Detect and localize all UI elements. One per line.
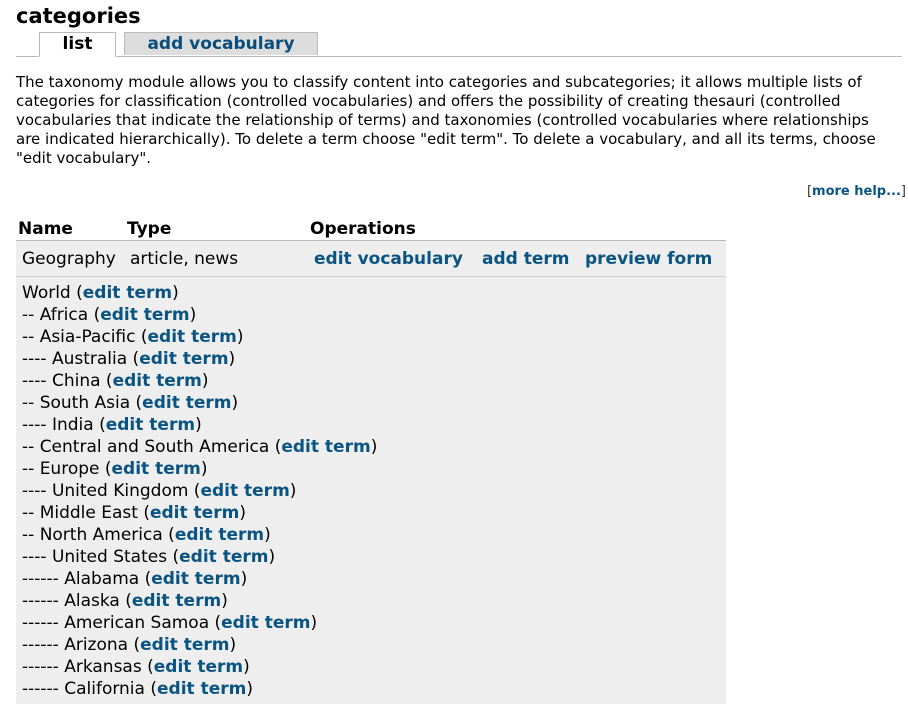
term-name: South Asia — [39, 393, 131, 413]
paren-close: ) — [264, 525, 271, 545]
paren-open: ( — [119, 591, 132, 611]
term-row — [22, 546, 275, 568]
term-row — [22, 568, 247, 590]
paren-close: ) — [195, 415, 202, 435]
table-header — [16, 218, 726, 241]
paren-close: ) — [189, 305, 197, 325]
paren-close: ) — [246, 679, 253, 699]
term-row — [22, 612, 317, 634]
term-row — [22, 678, 253, 700]
edit-term-link[interactable]: edit term — [82, 283, 173, 303]
edit-term-link[interactable]: edit term — [112, 371, 202, 391]
paren-open: ( — [88, 305, 101, 325]
paren-close: ) — [268, 547, 276, 567]
header-operations: Operations — [310, 219, 416, 239]
paren-close: ) — [221, 591, 228, 611]
term-depth-prefix: ------ — [22, 613, 65, 633]
terms-list — [16, 277, 726, 704]
bracket-close: ] — [900, 184, 906, 199]
term-row — [22, 304, 196, 326]
vocabulary-name: Geography — [22, 249, 116, 269]
term-depth-prefix: ------ — [22, 591, 65, 611]
paren-open: ( — [127, 349, 140, 369]
edit-term-link[interactable]: edit term — [139, 349, 229, 369]
term-depth-prefix: -- — [22, 327, 40, 347]
term-row — [22, 414, 202, 436]
edit-term-link[interactable]: edit term — [140, 635, 230, 655]
paren-close: ) — [200, 459, 208, 479]
term-name: Asia-Pacific — [39, 327, 136, 347]
intro-text: The taxonomy module allows you to classify content into categories and subcategories; it allows multiple lists of categories for classification (controlled vocabularies) and offers the possibility of creating thesauri (controlled vocabularies that indicate the relationship of terms) and taxonomies (controlled vocabularies where relationships are indicated hierarchically). To delete a term choose "edit term". To delete a vocabulary, and all its terms, choose "edit vocabulary". — [16, 73, 876, 167]
tab-bar — [16, 32, 902, 57]
term-depth-prefix: -- — [22, 525, 40, 545]
paren-close: ) — [236, 327, 244, 347]
paren-open: ( — [128, 635, 141, 655]
term-row — [22, 656, 250, 678]
term-name: California — [64, 679, 145, 699]
paren-open: ( — [99, 459, 112, 479]
edit-term-link[interactable]: edit term — [153, 657, 244, 677]
term-name: Alaska — [64, 591, 120, 611]
term-name: Europe — [39, 459, 100, 479]
add-term-link[interactable]: add term — [482, 249, 570, 269]
term-row — [22, 524, 271, 546]
paren-open: ( — [209, 613, 222, 633]
edit-term-link[interactable]: edit term — [147, 327, 237, 347]
vocabulary-row — [16, 241, 726, 277]
term-depth-prefix: ---- — [22, 547, 52, 567]
edit-term-link[interactable]: edit term — [174, 525, 265, 545]
term-row — [22, 392, 238, 414]
edit-term-link[interactable]: edit term — [100, 305, 190, 325]
term-depth-prefix: -- — [22, 459, 40, 479]
term-name: United States — [51, 547, 168, 567]
term-depth-prefix: -- — [22, 393, 40, 413]
paren-close: ) — [243, 657, 250, 677]
term-name: Arizona — [64, 635, 129, 655]
edit-term-link[interactable]: edit term — [142, 393, 232, 413]
term-name: China — [51, 371, 101, 391]
paren-close: ) — [310, 613, 318, 633]
edit-term-link[interactable]: edit term — [149, 503, 240, 523]
term-depth-prefix: ------ — [22, 635, 65, 655]
edit-term-link[interactable]: edit term — [179, 547, 269, 567]
paren-open: ( — [100, 371, 113, 391]
header-type: Type — [127, 219, 172, 239]
page-title: categories — [16, 4, 141, 28]
term-name: Africa — [39, 305, 89, 325]
paren-open: ( — [269, 437, 282, 457]
paren-open: ( — [167, 547, 180, 567]
term-name: World — [22, 283, 71, 303]
term-depth-prefix: ---- — [22, 481, 52, 501]
paren-close: ) — [172, 283, 179, 303]
paren-close: ) — [229, 635, 237, 655]
tab-list[interactable]: list — [39, 32, 116, 57]
paren-open: ( — [144, 679, 157, 699]
term-row — [22, 502, 246, 524]
edit-term-link[interactable]: edit term — [131, 591, 222, 611]
paren-open: ( — [137, 503, 150, 523]
paren-open: ( — [162, 525, 175, 545]
more-help-link[interactable]: more help... — [812, 184, 901, 199]
edit-term-link[interactable]: edit term — [111, 459, 201, 479]
term-row — [22, 436, 377, 458]
tab-add-vocabulary[interactable]: add vocabulary — [124, 32, 318, 55]
edit-term-link[interactable]: edit term — [105, 415, 196, 435]
term-row — [22, 634, 236, 656]
more-help — [807, 184, 906, 199]
paren-open: ( — [70, 283, 83, 303]
edit-term-link[interactable]: edit term — [200, 481, 290, 501]
paren-close: ) — [231, 393, 239, 413]
paren-close: ) — [240, 569, 248, 589]
paren-close: ) — [289, 481, 297, 501]
edit-vocabulary-link[interactable]: edit vocabulary — [314, 249, 463, 269]
paren-close: ) — [239, 503, 246, 523]
term-name: United Kingdom — [51, 481, 189, 501]
paren-open: ( — [130, 393, 143, 413]
term-row — [22, 458, 208, 480]
edit-term-link[interactable]: edit term — [281, 437, 371, 457]
term-depth-prefix: ---- — [22, 349, 52, 369]
term-name: Australia — [51, 349, 128, 369]
paren-close: ) — [201, 371, 209, 391]
preview-form-link[interactable]: preview form — [585, 249, 713, 269]
term-row — [22, 370, 209, 392]
term-name: American Samoa — [64, 613, 210, 633]
term-name: Alabama — [64, 569, 140, 589]
header-name: Name — [18, 219, 73, 239]
term-row — [22, 282, 179, 304]
term-depth-prefix: ------ — [22, 657, 65, 677]
term-name: North America — [39, 525, 163, 545]
paren-open: ( — [139, 569, 152, 589]
term-row — [22, 326, 244, 348]
paren-open: ( — [141, 657, 154, 677]
vocabulary-type: article, news — [130, 249, 239, 269]
term-name: India — [51, 415, 94, 435]
paren-open: ( — [135, 327, 148, 347]
term-depth-prefix: -- — [22, 437, 40, 457]
term-depth-prefix: ------ — [22, 569, 65, 589]
paren-open: ( — [188, 481, 201, 501]
paren-close: ) — [228, 349, 236, 369]
edit-term-link[interactable]: edit term — [157, 679, 247, 699]
term-depth-prefix: -- — [22, 503, 40, 523]
term-row — [22, 480, 296, 502]
term-row — [22, 348, 235, 370]
term-depth-prefix: ------ — [22, 679, 65, 699]
term-depth-prefix: -- — [22, 305, 40, 325]
term-name: Middle East — [39, 503, 138, 523]
edit-term-link[interactable]: edit term — [151, 569, 241, 589]
paren-open: ( — [93, 415, 106, 435]
edit-term-link[interactable]: edit term — [221, 613, 311, 633]
paren-close: ) — [370, 437, 378, 457]
term-depth-prefix: ---- — [22, 371, 52, 391]
term-name: Central and South America — [39, 437, 270, 457]
term-depth-prefix: ---- — [22, 415, 52, 435]
term-row — [22, 590, 228, 612]
bracket-open: [ — [806, 184, 813, 199]
term-name: Arkansas — [64, 657, 142, 677]
